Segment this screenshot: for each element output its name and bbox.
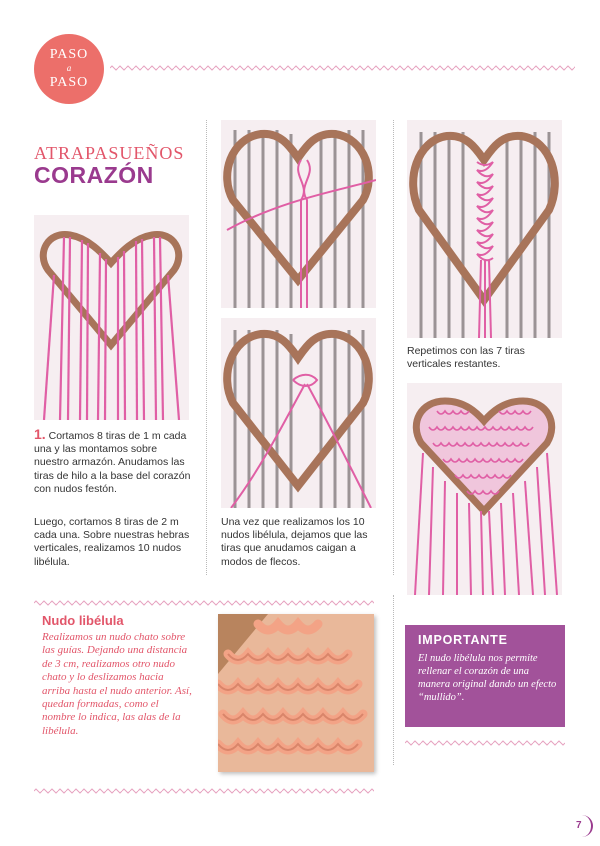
nudo-libelula-photo	[218, 614, 374, 772]
important-box	[405, 625, 565, 727]
step3-text: Repetimos con las 7 tiras verticales restantes.	[407, 345, 525, 371]
step1-number: 1.	[34, 426, 46, 442]
important-title: IMPORTANTE	[418, 633, 508, 647]
page-number-arc	[571, 815, 593, 837]
step2-photo-bottom	[221, 318, 376, 508]
step3-photo-bottom	[407, 383, 562, 595]
badge-line3: PASO	[49, 75, 89, 90]
column-separator	[393, 595, 394, 765]
important-decorative-line	[405, 740, 565, 746]
nudo-libelula-title: Nudo libélula	[42, 613, 124, 628]
step3-photo-top	[407, 120, 562, 338]
badge-line1: PASO	[49, 47, 89, 62]
box-bottom-decorative-line	[34, 788, 374, 794]
important-text: El nudo libélula nos permite rellenar el corazón de una manera original dando un efecto “mullido”.	[418, 653, 557, 703]
page-number: 7	[576, 820, 582, 831]
step1-text-a: Cortamos 8 tiras de 1 m cada una y las montamos sobre nuestro armazón. Anudamos las tiras de hilo a la base del corazón con nudos festón.	[34, 430, 191, 495]
badge-line2: a	[66, 63, 72, 73]
nudo-libelula-text: Realizamos un nudo chato sobre las guías. Dejando una distancia de 3 cm, realizamos otro nudo chato y lo deslizamos hacia arriba hasta el nudo anterior. Así, quedan formadas, como el nombre lo indica, las alas de la libélula.	[42, 631, 192, 737]
step2-text: Una vez que realizamos los 10 nudos libélula, dejamos que las tiras que anudamos caigan a modos de flecos.	[221, 516, 368, 568]
column-separator	[393, 120, 394, 575]
box-top-decorative-line	[34, 600, 374, 606]
step1-photo	[34, 215, 189, 420]
page-kicker: ATRAPASUEÑOS	[34, 143, 185, 163]
page-title: CORAZÓN	[34, 162, 154, 188]
header-decorative-line	[110, 65, 575, 71]
step2-photo-top	[221, 120, 376, 308]
column-separator	[206, 120, 207, 575]
step1-text-b: Luego, cortamos 8 tiras de 2 m cada una. Sobre nuestras hebras verticales, realizamos 10 nudos libélula.	[34, 516, 190, 568]
paso-a-paso-badge	[34, 34, 104, 104]
step1-text	[34, 428, 192, 496]
